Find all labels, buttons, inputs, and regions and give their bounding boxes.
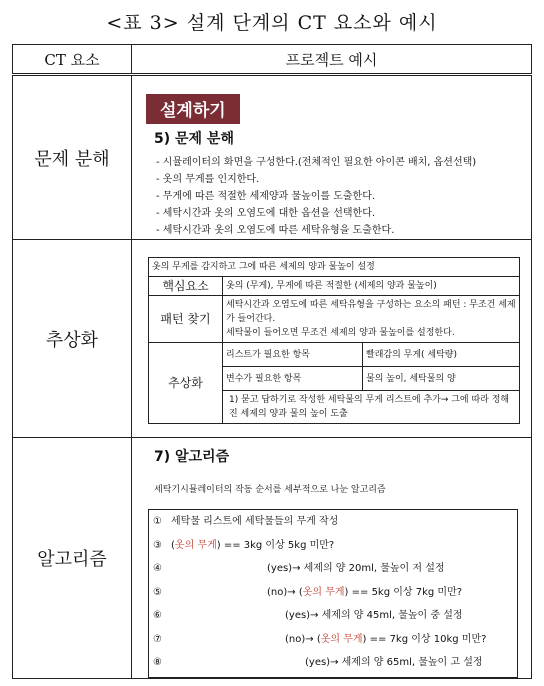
pattern-text-2: 세탁물이 들어오면 무조건 세제의 양과 물높이를 설정한다. — [226, 328, 455, 338]
list-item: - 무게에 따른 적절한 세제양과 물높이를 도출한다. — [156, 191, 376, 202]
core-text: 옷의 (무게), 무게에 따른 적절한 (세제의 양과 물높이) — [223, 277, 520, 296]
list-item: - 시뮬레이터의 화면을 구성한다.(전체적인 필요한 아이콘 배치, 옵션선택) — [156, 157, 477, 168]
step-text: (yes)→ 세제의 양 65ml, 물높이 고 설정 — [305, 657, 483, 668]
pattern-text — [223, 296, 520, 343]
list-item: - 옷의 무게를 인지한다. — [156, 174, 260, 185]
algorithm-box — [148, 509, 518, 678]
row-label-abstraction: 추상화 — [13, 240, 132, 438]
algorithm-line — [149, 628, 517, 652]
decomposition-content — [132, 75, 532, 240]
abstraction-summary: 옷의 무게를 감지하고 그에 따른 세제의 양과 물높이 설정 — [149, 258, 520, 277]
decomposition-title: 5) 문제 분해 — [154, 131, 234, 147]
decomposition-list — [132, 154, 531, 239]
step-number: ⑦ — [153, 633, 162, 645]
step-text: 세탁물 리스트에 세탁물들의 무게 작성 — [171, 516, 339, 527]
list-needed-label: 리스트가 필요한 항목 — [223, 343, 363, 367]
step-number: ④ — [153, 563, 162, 574]
abstraction-content — [132, 240, 532, 438]
step-number: ① — [153, 516, 162, 527]
pattern-text-1: 세탁시간과 오염도에 따른 세탁유형을 구성하는 요소의 패턴 : 무조건 세제가 들어간다. — [226, 300, 516, 324]
design-badge: 설계하기 — [146, 94, 240, 124]
pattern-label: 패턴 찾기 — [149, 296, 223, 343]
algorithm-line — [149, 534, 517, 558]
algorithm-description: 세탁기시뮬레이터의 작동 순서를 세부적으로 나눈 알고리즘 — [154, 485, 386, 495]
step-number: ⑤ — [153, 586, 162, 598]
step-text: (no)→ (옷의 무게) == 5kg 이상 7kg 미만? — [267, 586, 463, 598]
step-text: (옷의 무게) == 3kg 이상 5kg 미만? — [171, 539, 335, 551]
row-decomposition — [13, 75, 532, 240]
algorithm-line — [149, 651, 517, 675]
row-algorithm — [13, 438, 532, 679]
step-text: (yes)→ 세제의 양 45ml, 물높이 중 설정 — [285, 610, 463, 621]
core-label: 핵심요소 — [149, 277, 223, 296]
algorithm-line — [149, 604, 517, 628]
algorithm-line — [149, 557, 517, 581]
var-needed-label: 변수가 필요한 항목 — [223, 367, 363, 391]
algorithm-title: 7) 알고리즘 — [154, 449, 230, 465]
step-number: ③ — [153, 539, 162, 551]
header-project-example: 프로젝트 예시 — [132, 45, 532, 75]
row-abstraction — [13, 240, 532, 438]
list-item: - 세탁시간과 옷의 오염도에 대한 옵션을 선택한다. — [156, 208, 376, 219]
step-text: (no)→ (옷의 무게) == 7kg 이상 10kg 미만? — [285, 633, 487, 645]
algorithm-line — [149, 510, 517, 534]
table-caption: <표 3> 설계 단계의 CT 요소와 예시 — [106, 12, 438, 34]
step-number: ⑧ — [153, 657, 162, 668]
abstraction-table — [148, 257, 520, 424]
list-item: - 세탁시간과 옷의 오염도에 따른 세탁유형을 도출한다. — [156, 225, 395, 236]
algorithm-content — [132, 438, 532, 679]
var-needed-value: 물의 높이, 세탁물의 양 — [363, 367, 520, 391]
header-row — [13, 45, 532, 75]
row-label-algorithm: 알고리즘 — [13, 438, 132, 679]
step-number: ⑥ — [153, 610, 162, 621]
row-label-decomposition: 문제 분해 — [13, 75, 132, 240]
algorithm-line — [149, 581, 517, 605]
list-needed-value: 빨래감의 무게( 세탁량) — [363, 343, 520, 367]
ct-table — [12, 44, 532, 679]
step-text: (yes)→ 세제의 양 20ml, 물높이 저 설정 — [267, 563, 445, 574]
abstraction-label: 추상화 — [149, 343, 223, 424]
header-ct-element: CT 요소 — [13, 45, 132, 75]
qa-step: 1) 묻고 답하기로 작성한 세탁물의 무게 리스트에 추가→ 그에 따라 정해진 세제의 양과 물의 높이 도출 — [223, 391, 520, 424]
